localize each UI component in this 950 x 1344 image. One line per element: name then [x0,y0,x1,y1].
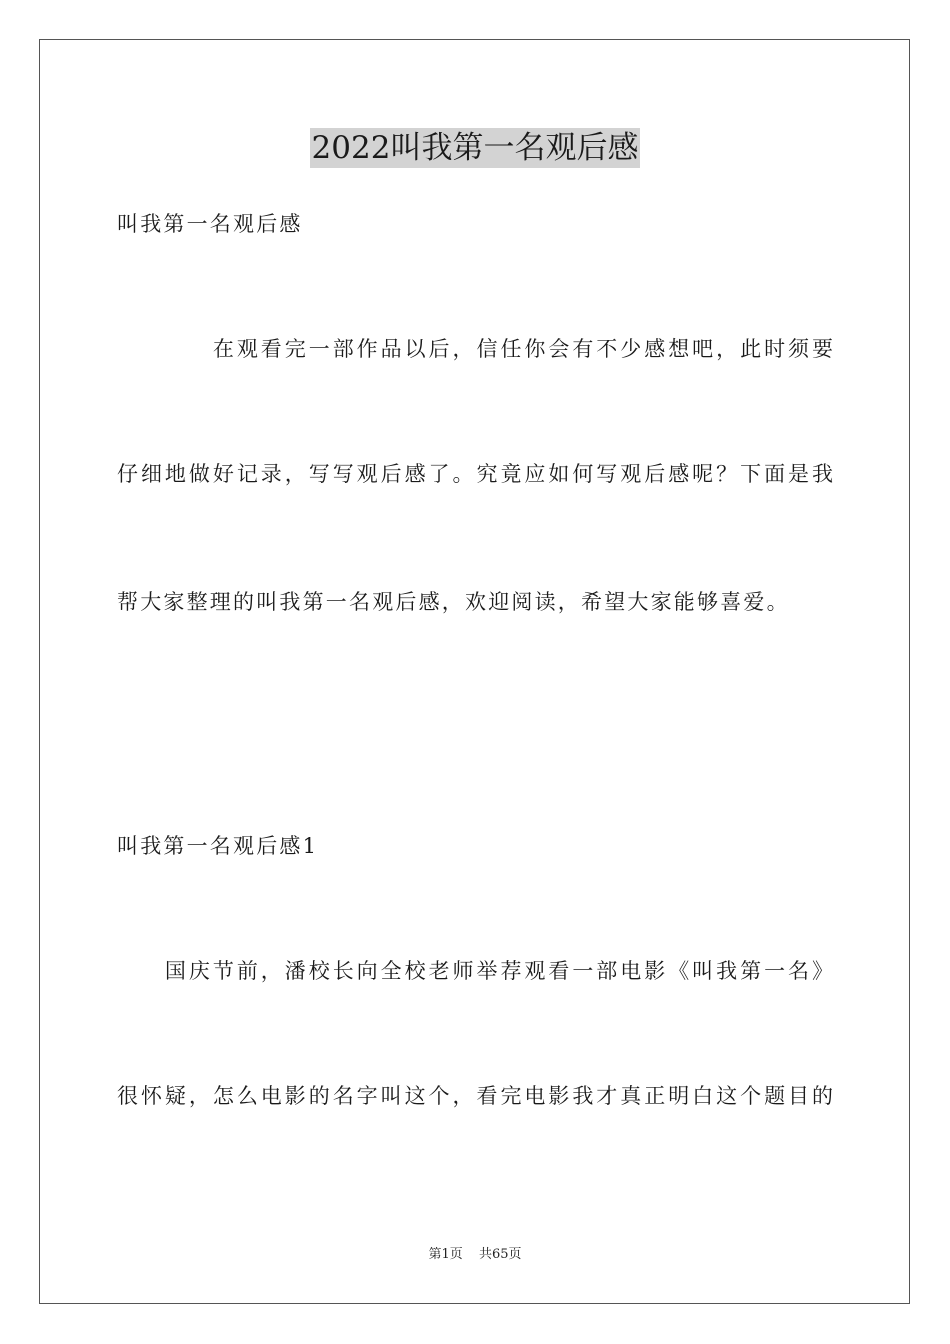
title-container [0,128,950,168]
page-footer [0,1246,950,1264]
document-title: 2022叫我第一名观后感 [311,130,639,166]
page-total: 共65页 [478,1247,522,1262]
subtitle-line: 叫我第一名观后感 [117,212,303,236]
paragraph-line: 帮大家整理的叫我第一名观后感，欢迎阅读，希望大家能够喜爱。 [117,590,790,614]
paragraph-line: 很怀疑，怎么电影的名字叫这个，看完电影我才真正明白这个题目的 [117,1084,833,1108]
paragraph-line: 在观看完一部作品以后，信任你会有不少感想吧，此时须要 [117,337,833,361]
section-heading: 叫我第一名观后感1 [117,834,319,858]
paragraph-line: 国庆节前，潘校长向全校老师举荐观看一部电影《叫我第一名》 [117,959,833,983]
page-number: 第1页 [428,1247,463,1262]
paragraph-line: 仔细地做好记录，写写观后感了。究竟应如何写观后感呢？下面是我 [117,462,833,486]
